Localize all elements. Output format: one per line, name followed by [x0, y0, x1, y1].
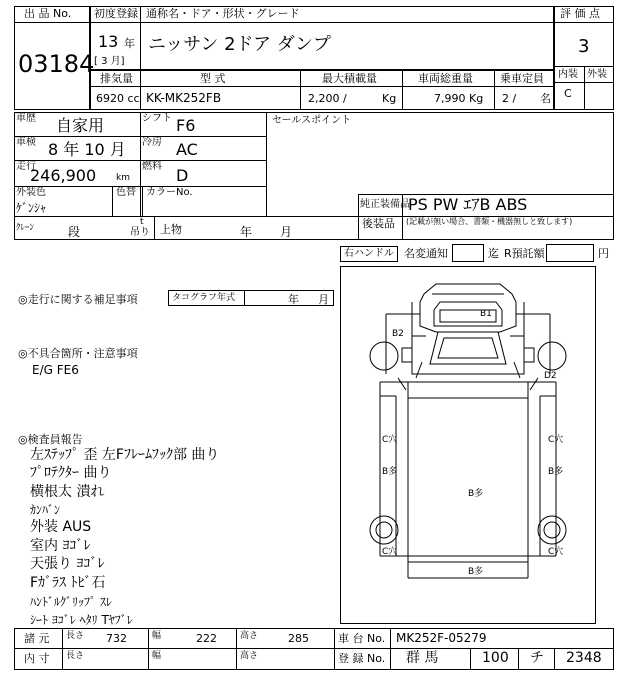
gvw-label: 車両総重量 — [418, 72, 473, 85]
color-code-label: 色替 — [116, 187, 136, 198]
report-line: 室内 ﾖｺﾞﾚ — [30, 538, 91, 554]
grade-value: 3 — [578, 36, 590, 57]
report-line: 天張り ﾖｺﾞﾚ — [30, 556, 105, 572]
car-name: ニッサン 2ドア ダンプ — [148, 34, 331, 55]
dims-label: 諸 元 — [24, 632, 50, 645]
damage-mark: B多 — [382, 467, 398, 477]
chassis-label: 車 台 No. — [338, 632, 386, 645]
chassis-number: MK252F-05279 — [396, 631, 487, 645]
gvw: 7,990 Kg — [434, 92, 484, 105]
after-equip-note: (記載が無い場合、書類・機器無しと致します) — [406, 217, 573, 226]
damage-mark: B多 — [548, 467, 564, 477]
shift-label: シフト — [142, 113, 172, 124]
reg-month: [ 3 月] — [94, 56, 125, 67]
model-label: 型 式 — [200, 72, 226, 85]
damage-mark: C穴 — [548, 547, 564, 557]
name-change-label: 名変通知 — [404, 247, 448, 260]
reg-class: 100 — [482, 650, 509, 666]
damage-mark: C穴 — [548, 435, 564, 445]
reg-year-unit: 年 — [124, 37, 135, 50]
crane-label: ｸﾚｰﾝ — [16, 223, 35, 233]
crane-t: t — [140, 217, 144, 227]
mileage: 246,900 — [30, 166, 97, 185]
capacity: 2 / — [502, 92, 517, 105]
car-name-label: 通称名・ドア・形状・グレード — [146, 7, 300, 20]
recycle-label: R預託額 — [504, 247, 545, 260]
color-no-label: カラーNo. — [146, 187, 193, 198]
std-equip-label: 純正装備品 — [360, 199, 410, 210]
aircon: AC — [176, 140, 198, 159]
capacity-label: 乗車定員 — [500, 72, 544, 85]
report-line: 外装 AUS — [30, 519, 92, 535]
interior-grade: C — [564, 87, 572, 100]
max-load-unit: Kg — [382, 92, 397, 105]
interior-label: 内装 — [558, 69, 578, 80]
inspection: 8 年 10 月 — [48, 140, 126, 159]
std-equip: PS PW ｴｱB ABS — [408, 195, 528, 214]
yen-label: 円 — [598, 247, 609, 260]
shift: F6 — [176, 116, 196, 135]
mileage-unit: km — [116, 173, 130, 183]
first-reg-label: 初度登録 — [94, 7, 138, 20]
fuel: D — [176, 166, 189, 185]
joudai-label: 上物 — [160, 223, 182, 236]
length-value: 732 — [106, 632, 127, 645]
length-label: 長さ — [66, 631, 85, 641]
damage-mark: C穴 — [382, 547, 398, 557]
tacho-month: 月 — [318, 293, 329, 306]
fuel-label: 燃料 — [142, 161, 162, 172]
in-length-label: 長さ — [66, 651, 85, 661]
lot-label: 出 品 No. — [24, 7, 72, 20]
interior-dims-label: 内 寸 — [24, 652, 50, 665]
grade-label: 評 価 点 — [560, 7, 600, 20]
joudai-month: 月 — [280, 225, 293, 239]
damage-mark: C穴 — [382, 435, 398, 445]
reg-number: 2348 — [566, 650, 602, 666]
exterior-label: 外装 — [587, 69, 607, 80]
refund-label: 迄 — [488, 247, 499, 260]
height-value: 285 — [288, 632, 309, 645]
damage-mark: B多 — [468, 489, 484, 499]
report-line: ｼｰﾄ ﾖｺﾞﾚ ﾍﾀﾘ Tﾔﾌﾞﾚ — [30, 613, 133, 627]
name-change-box — [452, 244, 484, 262]
ext-color-label: 外装色 — [16, 187, 46, 198]
report-line: ﾌﾟﾛﾃｸﾀｰ 曲り — [30, 465, 112, 481]
recycle-box — [546, 244, 594, 262]
reg-label: 登 録 No. — [338, 652, 386, 665]
displacement: 6920 cc — [96, 92, 140, 105]
report-line: 左ｽﾃｯﾌﾟ 歪 左Fﾌﾚｰﾑﾌｯｸ部 曲り — [30, 447, 220, 463]
driving-notes-label: ◎走行に関する補足事項 — [18, 293, 138, 306]
model: KK-MK252FB — [146, 91, 222, 105]
ext-color: ｹﾞﾝｼｬ — [16, 201, 47, 215]
history-label: 車歴 — [16, 113, 36, 124]
crane-tsuri: 吊り — [130, 227, 150, 238]
sales-point-label: セールスポイント — [272, 115, 352, 126]
tacho-label: タコグラフ年式 — [172, 293, 236, 303]
report-line: Fｶﾞﾗｽ ﾄﾋﾞ石 — [30, 575, 106, 591]
reg-area: 群 馬 — [406, 650, 439, 666]
aircon-label: 冷房 — [142, 137, 162, 148]
inspection-label: 車検 — [16, 137, 36, 148]
reg-kana: チ — [530, 650, 544, 666]
width-label: 幅 — [152, 631, 162, 641]
defect-item: E/G FE6 — [32, 363, 79, 377]
reg-year: 13 — [98, 32, 119, 51]
history: 自家用 — [56, 116, 105, 135]
max-load: 2,200 / — [308, 92, 347, 105]
tacho-year: 年 — [288, 293, 299, 306]
in-width-label: 幅 — [152, 651, 162, 661]
report-line: 横根太 潰れ — [30, 484, 105, 500]
inspector-label: ◎検査員報告 — [18, 433, 83, 446]
crane-dan: 段 — [68, 225, 81, 239]
after-equip-label: 後装品 — [362, 217, 395, 230]
damage-mark: B2 — [392, 329, 404, 339]
footer-box — [14, 628, 614, 670]
rhd-label: 右ハンドル — [344, 248, 394, 259]
in-height-label: 高さ — [240, 651, 259, 661]
damage-mark: B多 — [468, 567, 484, 577]
mileage-label: 走行 — [16, 161, 36, 172]
lot-number: 03184 — [18, 50, 95, 78]
width-value: 222 — [196, 632, 217, 645]
report-line: ｶﾝﾊﾞﾝ — [30, 503, 61, 517]
max-load-label: 最大積載量 — [322, 72, 377, 85]
displacement-label: 排気量 — [100, 72, 133, 85]
report-line: ﾊﾝﾄﾞﾙｸﾞﾘｯﾌﾟ ｽﾚ — [30, 595, 112, 609]
damage-mark: B1 — [480, 309, 492, 319]
joudai-year: 年 — [240, 225, 253, 239]
height-label: 高さ — [240, 631, 259, 641]
defect-label: ◎不具合箇所・注意事項 — [18, 347, 138, 360]
capacity-unit: 名 — [540, 92, 551, 105]
damage-mark: D2 — [544, 371, 557, 381]
